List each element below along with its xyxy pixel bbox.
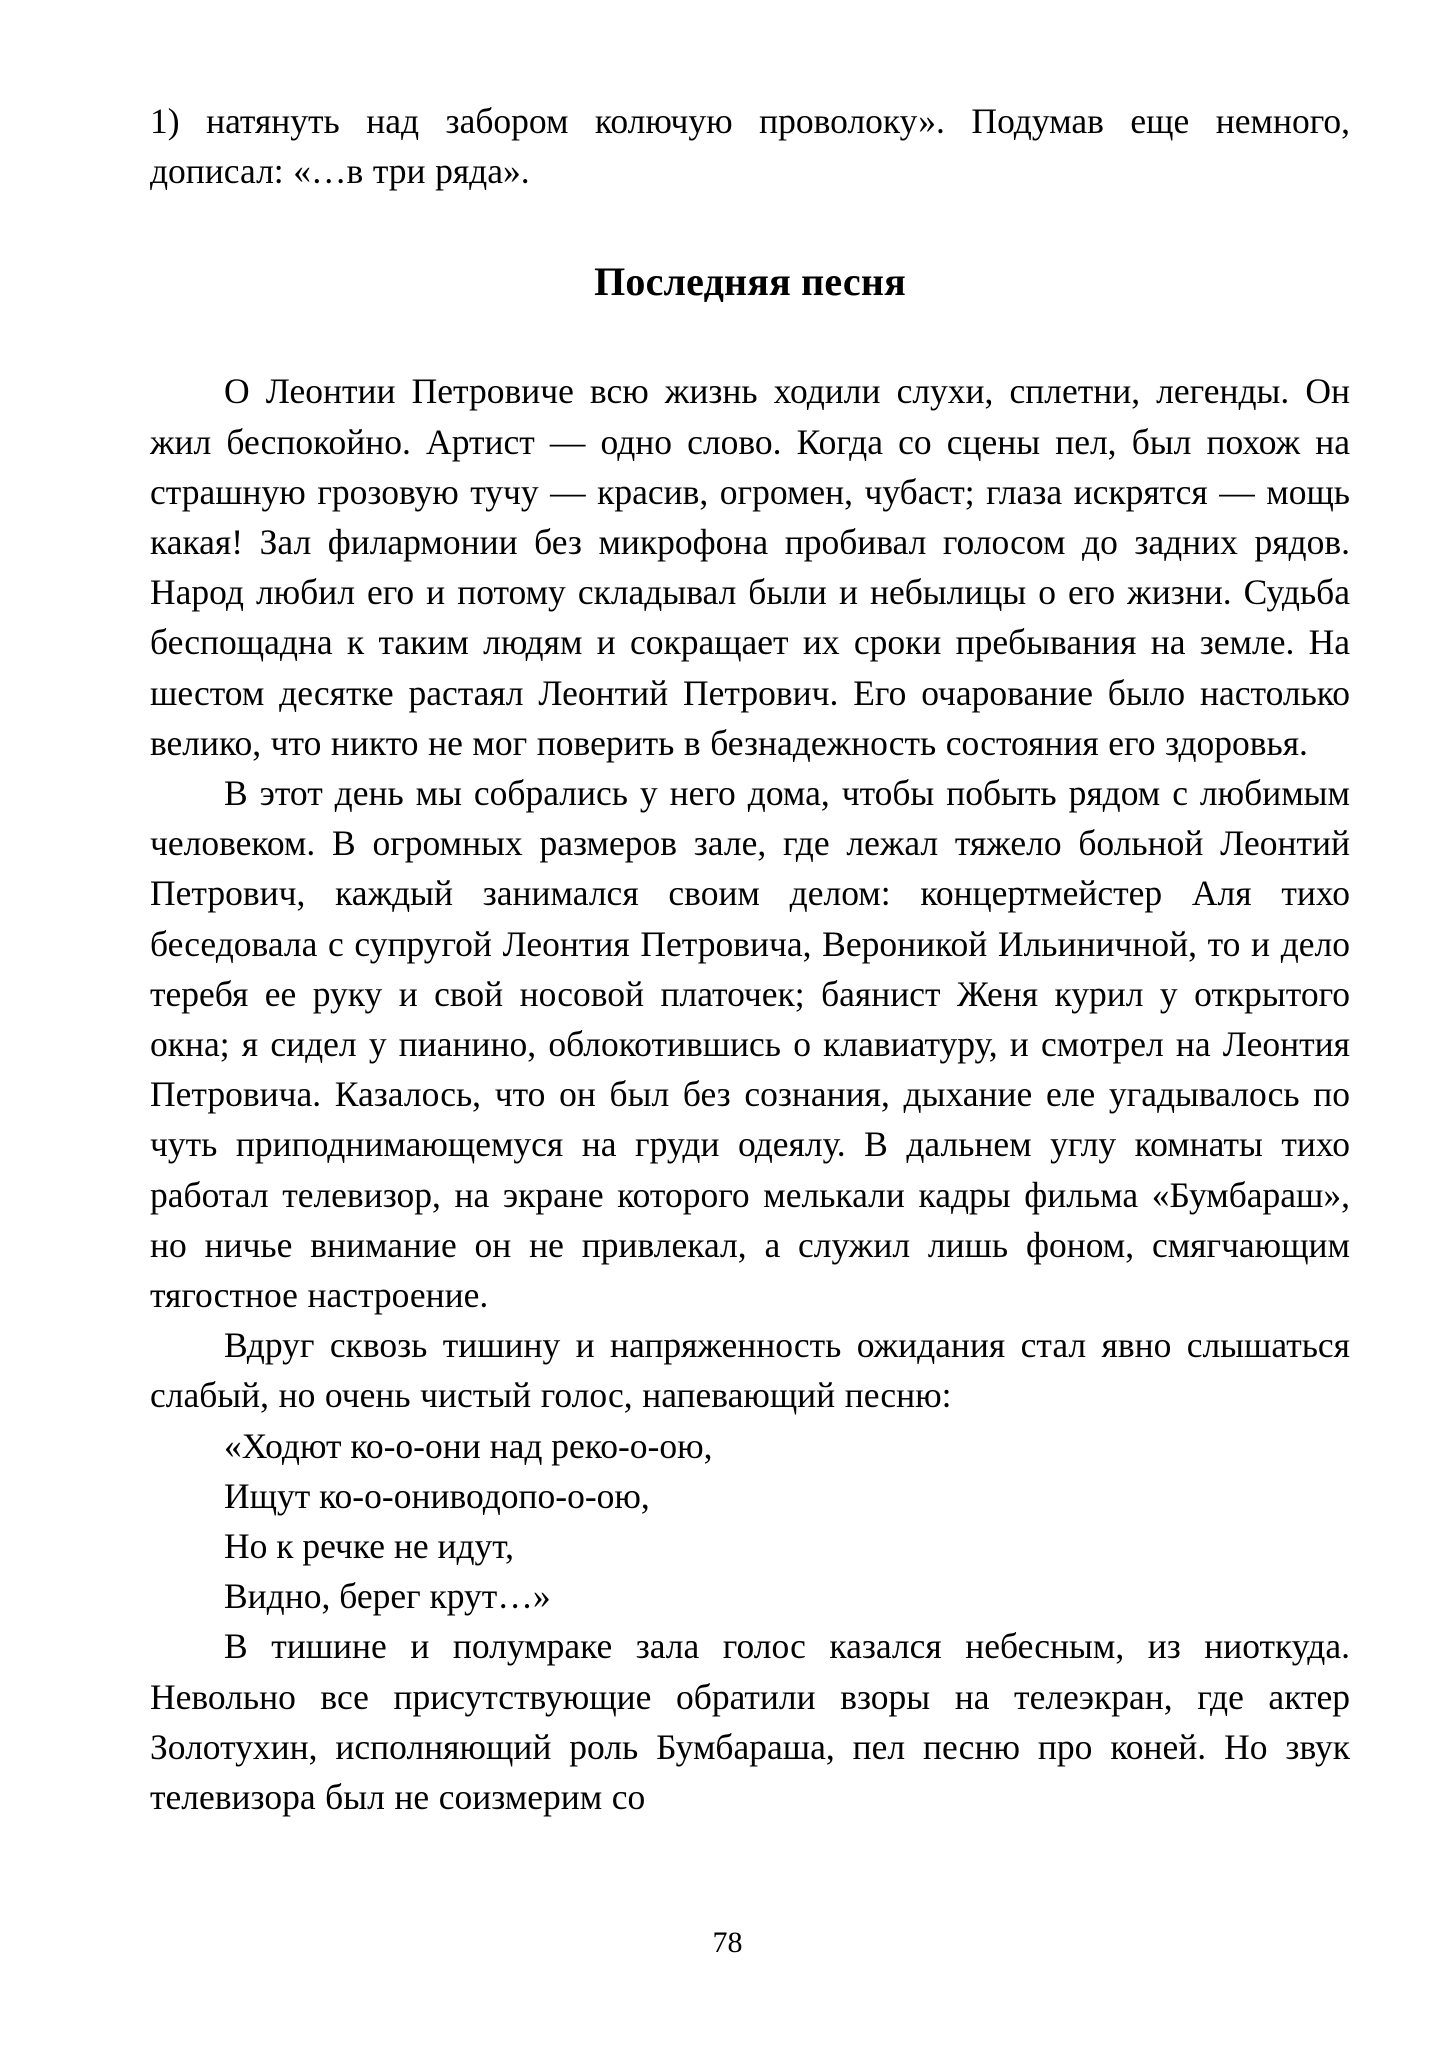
verse-line: Но к речке не идут, [224,1526,515,1567]
page-title: Последняя песня [594,259,906,305]
paragraph-3: Вдруг сквозь тишину и напряженность ожидания стал явно слышаться слабый, но очень чистый голос, напевающий песню: [150,1325,1350,1416]
song-verse-block [150,1421,1350,1622]
section-title-block [150,258,1350,306]
page-number: 78 [712,1926,743,1959]
verse-line: Видно, берег крут…» [224,1576,551,1617]
verse-line: «Ходют ко-о-они над реко-о-ою, [224,1425,713,1466]
paragraph-top-fragment: 1) натянуть над забором колючую проволоку». Подумав еще немного, дописал: «…в три ряда». [150,101,1350,192]
paragraph-4: В тишине и полумраке зала голос казался небесным, из ниоткуда. Невольно все присутствующие обратили взоры на телеэкран, где актер Золотухин, исполняющий роль Бумбараша, пел песню про коней. Но звук телевизора был не соизмерим со [150,1626,1350,1818]
paragraph-1: О Леонтии Петровиче всю жизнь ходили слухи, сплетни, легенды. Он жил беспокойно. Артист — одно слово. Когда со сцены пел, был похож на страшную грозовую тучу — красив, огромен, чубаст; глаза искрятся — мощь какая! Зал филармонии без микрофона пробивал голосом до задних рядов. Народ любил его и потому складывал были и небылицы о его жизни. Судьба беспощадна к таким людям и сокращает их сроки пребывания на земле. На шестом десятке растаял Леонтий Петрович. Его очарование было настолько велико, что никто не мог поверить в безнадежность состояния его здоровья. [150,371,1350,763]
verse-line: Ищут ко-о-ониводопо-о-ою, [224,1475,650,1516]
paragraph-2: В этот день мы собрались у него дома, чтобы побыть рядом с любимым человеком. В огромных размеров зале, где лежал тяжело больной Леонтий Петрович, каждый занимался своим делом: концертмейстер Аля тихо беседовала с супругой Леонтия Петровича, Вероникой Ильиничной, то и дело теребя ее руку и свой носовой платочек; баянист Женя курил у открытого окна; я сидел у пианино, облокотившись о клавиатуру, и смотрел на Леонтия Петровича. Казалось, что он был без сознания, дыхание еле угадывалось по чуть приподнимающемуся на груди одеялу. В дальнем углу комнаты тихо работал телевизор, на экране которого мелькали кадры фильма «Бумбараш», но ничье внимание он не привлекал, а служил лишь фоном, смягчающим тягостное настроение. [150,773,1350,1316]
text-column [150,96,1350,1822]
